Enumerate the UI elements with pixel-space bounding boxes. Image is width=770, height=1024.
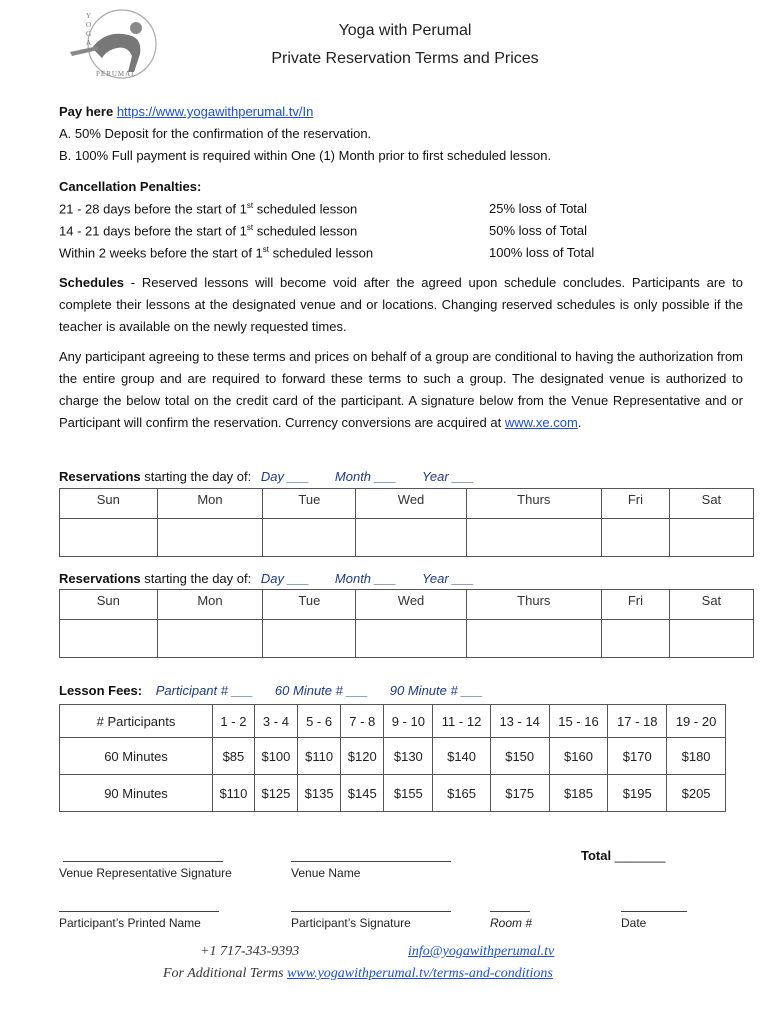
agreement-paragraph <box>59 346 743 434</box>
year-blank[interactable]: Year ___ <box>421 469 475 484</box>
fees-column-header: 5 - 6 <box>298 705 341 738</box>
cancellation-penalty-2: 50% loss of Total <box>489 223 588 238</box>
day-entry-cell[interactable] <box>466 519 601 557</box>
reservation-week-table-1 <box>59 488 754 557</box>
day-header: Sun <box>60 590 158 620</box>
day-entry-cell[interactable] <box>601 620 669 658</box>
day-header: Tue <box>263 489 356 519</box>
pay-here-line <box>59 104 313 119</box>
day-header: Fri <box>601 489 669 519</box>
reservations-line-1 <box>59 469 474 484</box>
reservations-line-2 <box>59 571 474 586</box>
cancellation-penalty-1: 25% loss of Total <box>489 201 588 216</box>
venue-rep-signature-label: Venue Representative Signature <box>59 866 232 880</box>
fees-column-header: 9 - 10 <box>384 705 433 738</box>
day-entry-cell[interactable] <box>466 620 601 658</box>
fees-column-header: 17 - 18 <box>608 705 667 738</box>
day-header: Mon <box>157 489 263 519</box>
fees-column-header: 13 - 14 <box>490 705 549 738</box>
pay-here-link[interactable]: https://www.yogawithperumal.tv/In <box>116 104 314 119</box>
day-header: Wed <box>356 590 466 620</box>
day-entry-cell[interactable] <box>356 519 466 557</box>
day-entry-cell[interactable] <box>60 519 158 557</box>
day-entry-cell[interactable] <box>263 519 356 557</box>
price-cell: $155 <box>384 775 433 812</box>
day-header: Thurs <box>466 590 601 620</box>
footer-terms-prefix: For Additional Terms <box>163 966 288 981</box>
month-blank[interactable]: Month ___ <box>334 571 397 586</box>
venue-rep-signature-line[interactable] <box>63 861 223 862</box>
price-cell: $110 <box>213 775 255 812</box>
day-entry-cell[interactable] <box>669 620 753 658</box>
schedules-text: - Reserved lessons will become void after the agreed upon schedule concludes. Participants are to complete their lessons at the designated venue and or locations. Changing reserved schedules is only possible if the teacher is available on the newly requested times. <box>59 275 743 334</box>
xe-link[interactable]: www.xe.com <box>504 415 578 430</box>
footer-terms-line <box>163 966 553 982</box>
cancellation-suffix: scheduled lesson <box>253 201 358 217</box>
price-cell: $120 <box>341 738 384 775</box>
room-label: Room # <box>490 916 533 930</box>
price-cell: $195 <box>608 775 667 812</box>
ordinal-sup: st <box>246 201 254 210</box>
cancellation-row-2 <box>59 223 357 238</box>
cancellation-row-3 <box>59 245 373 260</box>
ninety-minute-blank[interactable]: 90 Minute # ___ <box>389 683 484 698</box>
room-line[interactable] <box>490 911 530 912</box>
cancellation-period: 14 - 21 days before the start of 1 <box>59 223 247 239</box>
day-entry-cell[interactable] <box>263 620 356 658</box>
price-cell: $130 <box>384 738 433 775</box>
price-cell: $145 <box>341 775 384 812</box>
total-blank: _______ <box>614 848 666 863</box>
logo-bottom-text: PERUMAL <box>96 70 137 78</box>
fees-column-header: 7 - 8 <box>341 705 384 738</box>
price-cell: $205 <box>667 775 726 812</box>
price-cell: $165 <box>433 775 490 812</box>
price-cell: $85 <box>213 738 255 775</box>
fees-row-label: 60 Minutes <box>60 738 213 775</box>
day-header: Sat <box>669 489 753 519</box>
cancellation-penalty-3: 100% loss of Total <box>489 245 595 260</box>
fees-column-header: 3 - 4 <box>254 705 297 738</box>
sixty-minute-blank[interactable]: 60 Minute # ___ <box>274 683 369 698</box>
schedules-heading: Schedules <box>59 275 125 290</box>
ordinal-sup: st <box>246 223 254 232</box>
price-cell: $170 <box>608 738 667 775</box>
day-entry-cell[interactable] <box>157 620 263 658</box>
logo-vertical-text: YOGA <box>86 12 92 47</box>
date-label: Date <box>621 916 647 930</box>
lesson-fees-label: Lesson Fees: <box>59 683 143 698</box>
price-cell: $175 <box>490 775 549 812</box>
fees-column-header: 15 - 16 <box>549 705 608 738</box>
day-header: Tue <box>263 590 356 620</box>
agreement-text: Any participant agreeing to these terms and prices on behalf of a group are conditional to having the authorization from the entire group and are required to forward these terms to such a group. The designated venue is authorized to charge the below total on the credit card of the participant. A signature below from the Venue Representative and or Participant will confirm the reservation. Currency conversions are acquired at <box>59 349 743 430</box>
day-header: Thurs <box>466 489 601 519</box>
day-blank[interactable]: Day ___ <box>260 469 310 484</box>
price-cell: $135 <box>298 775 341 812</box>
schedules-paragraph <box>59 272 743 338</box>
day-entry-cell[interactable] <box>601 519 669 557</box>
footer-email-link[interactable]: info@yogawithperumal.tv <box>408 944 555 959</box>
reservations-label: Reservations <box>59 571 141 586</box>
participant-signature-label: Participant’s Signature <box>291 916 411 930</box>
reservation-week-table-2 <box>59 589 754 658</box>
day-header: Sun <box>60 489 158 519</box>
price-cell: $150 <box>490 738 549 775</box>
participant-name-line[interactable] <box>59 911 219 912</box>
lesson-fees-line <box>59 683 483 698</box>
footer-phone: +1 717-343-9393 <box>200 944 300 959</box>
total-field[interactable] <box>581 848 665 863</box>
price-cell: $140 <box>433 738 490 775</box>
day-header: Sat <box>669 590 753 620</box>
venue-name-label: Venue Name <box>291 866 361 880</box>
agreement-end: . <box>577 415 582 430</box>
price-cell: $110 <box>298 738 341 775</box>
cancellation-heading: Cancellation Penalties: <box>59 179 202 194</box>
day-entry-cell[interactable] <box>669 519 753 557</box>
participant-count-blank[interactable]: Participant # ___ <box>155 683 254 698</box>
participant-signature-line[interactable] <box>291 911 451 912</box>
day-blank[interactable]: Day ___ <box>260 571 310 586</box>
price-cell: $180 <box>667 738 726 775</box>
payment-line-a: A. 50% Deposit for the confirmation of the reservation. <box>59 126 372 141</box>
price-cell: $100 <box>254 738 297 775</box>
day-header: Mon <box>157 590 263 620</box>
page-subtitle: Private Reservation Terms and Prices <box>271 50 539 67</box>
page-title: Yoga with Perumal <box>338 22 472 39</box>
ordinal-sup: st <box>262 245 270 254</box>
cancellation-row-1 <box>59 201 357 216</box>
day-header: Fri <box>601 590 669 620</box>
total-label: Total <box>581 848 612 863</box>
footer-terms-link[interactable]: www.yogawithperumal.tv/terms-and-conditions <box>287 966 553 981</box>
fees-row-label: 90 Minutes <box>60 775 213 812</box>
price-cell: $125 <box>254 775 297 812</box>
lesson-fees-table <box>59 704 726 812</box>
venue-name-line[interactable] <box>291 861 451 862</box>
price-cell: $160 <box>549 738 608 775</box>
month-blank[interactable]: Month ___ <box>334 469 397 484</box>
fees-header-label: # Participants <box>60 705 213 738</box>
cancellation-period: Within 2 weeks before the start of 1 <box>59 245 263 261</box>
reservations-starting: starting the day of: <box>140 469 252 484</box>
cancellation-suffix: scheduled lesson <box>253 223 358 239</box>
reservations-label: Reservations <box>59 469 141 484</box>
fees-column-header: 1 - 2 <box>213 705 255 738</box>
fees-column-header: 11 - 12 <box>433 705 490 738</box>
payment-line-b: B. 100% Full payment is required within One (1) Month prior to first scheduled lesson. <box>59 148 552 163</box>
fees-column-header: 19 - 20 <box>667 705 726 738</box>
cancellation-suffix: scheduled lesson <box>269 245 374 261</box>
price-cell: $185 <box>549 775 608 812</box>
participant-name-label: Participant’s Printed Name <box>59 916 201 930</box>
pay-here-label: Pay here <box>59 104 114 119</box>
year-blank[interactable]: Year ___ <box>421 571 475 586</box>
day-entry-cell[interactable] <box>157 519 263 557</box>
cancellation-period: 21 - 28 days before the start of 1 <box>59 201 247 217</box>
day-entry-cell[interactable] <box>356 620 466 658</box>
day-entry-cell[interactable] <box>60 620 158 658</box>
day-header: Wed <box>356 489 466 519</box>
reservations-starting: starting the day of: <box>140 571 252 586</box>
date-line[interactable] <box>621 911 687 912</box>
